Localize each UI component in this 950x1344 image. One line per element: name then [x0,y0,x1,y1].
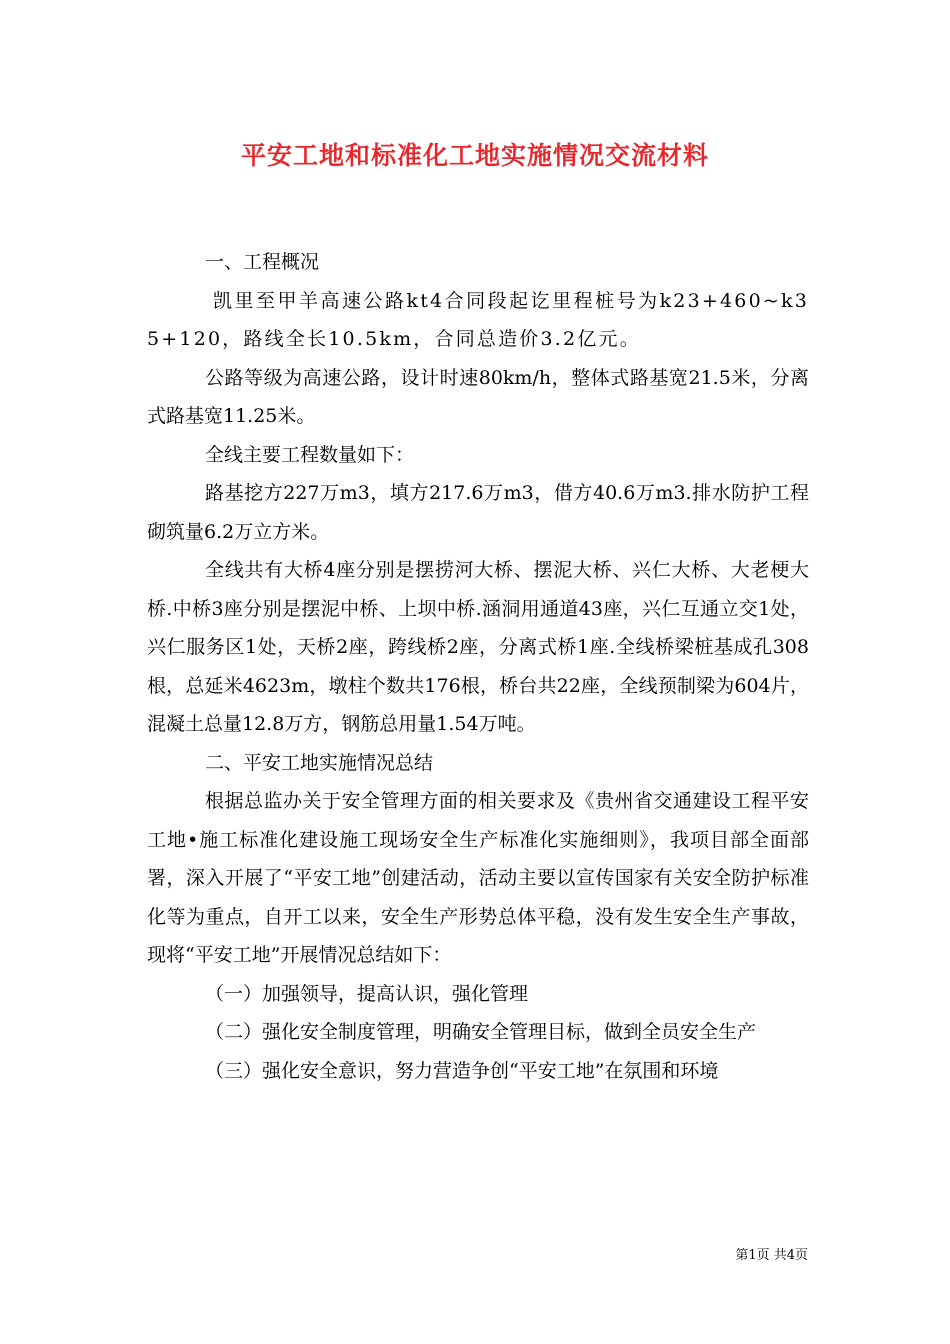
paragraph-route: 凯里至甲羊高速公路kt4合同段起讫里程桩号为k23+460~k35+120，路线全长10.5km，合同总造价3.2亿元。 [147,289,809,350]
paragraph-safety-activities: 根据总监办关于安全管理方面的相关要求及《贵州省交通建设工程平安工地•施工标准化建设施工现场安全生产标准化实施细则》，我项目部全面部署，深入开展了“平安工地”创建活动，活动主要以宣传国家有关安全防护标准化等为重点，自开工以来，安全生产形势总体平稳，没有发生安全生产事故，现将“平安工地”开展情况总结如下： [147,790,809,966]
section-heading-overview: 一、工程概况 [205,251,320,273]
paragraph-bridges: 全线共有大桥4座分别是摆捞河大桥、摆泥大桥、兴仁大桥、大老梗大桥.中桥3座分别是摆泥中桥、上坝中桥.涵洞用通道43座，兴仁互通立交1处，兴仁服务区1处，天桥2座，跨线桥2座，分离式桥1座.全线桥梁桩基成孔308根，总延米4623m，墩柱个数共176根，桥台共22座，全线预制梁为604片，混凝土总量12.8万方，钢筋总用量1.54万吨。 [147,559,809,735]
paragraph-road-grade: 公路等级为高速公路，设计时速80km/h，整体式路基宽21.5米，分离式路基宽11.25米。 [147,366,809,427]
list-item-safety-awareness: （三）强化安全意识，努力营造争创“平安工地”在氛围和环境 [205,1059,719,1082]
document-title: 平安工地和标准化工地实施情况交流材料 [240,141,709,170]
page-number: 第1页 共4页 [735,1248,808,1263]
document-body [147,243,809,1090]
list-item-leadership: （一）加强领导，提高认识，强化管理 [205,982,529,1005]
paragraph-earthwork: 路基挖方227万m3，填方217.6万m3，借方40.6万m3.排水防护工程砌筑量6.2万立方米。 [147,482,809,543]
section-heading-safety-summary: 二、平安工地实施情况总结 [205,751,434,774]
list-item-safety-rules: （二）强化安全制度管理，明确安全管理目标，做到全员安全生产 [205,1021,757,1043]
paragraph-quantities-intro: 全线主要工程数量如下： [205,443,415,466]
